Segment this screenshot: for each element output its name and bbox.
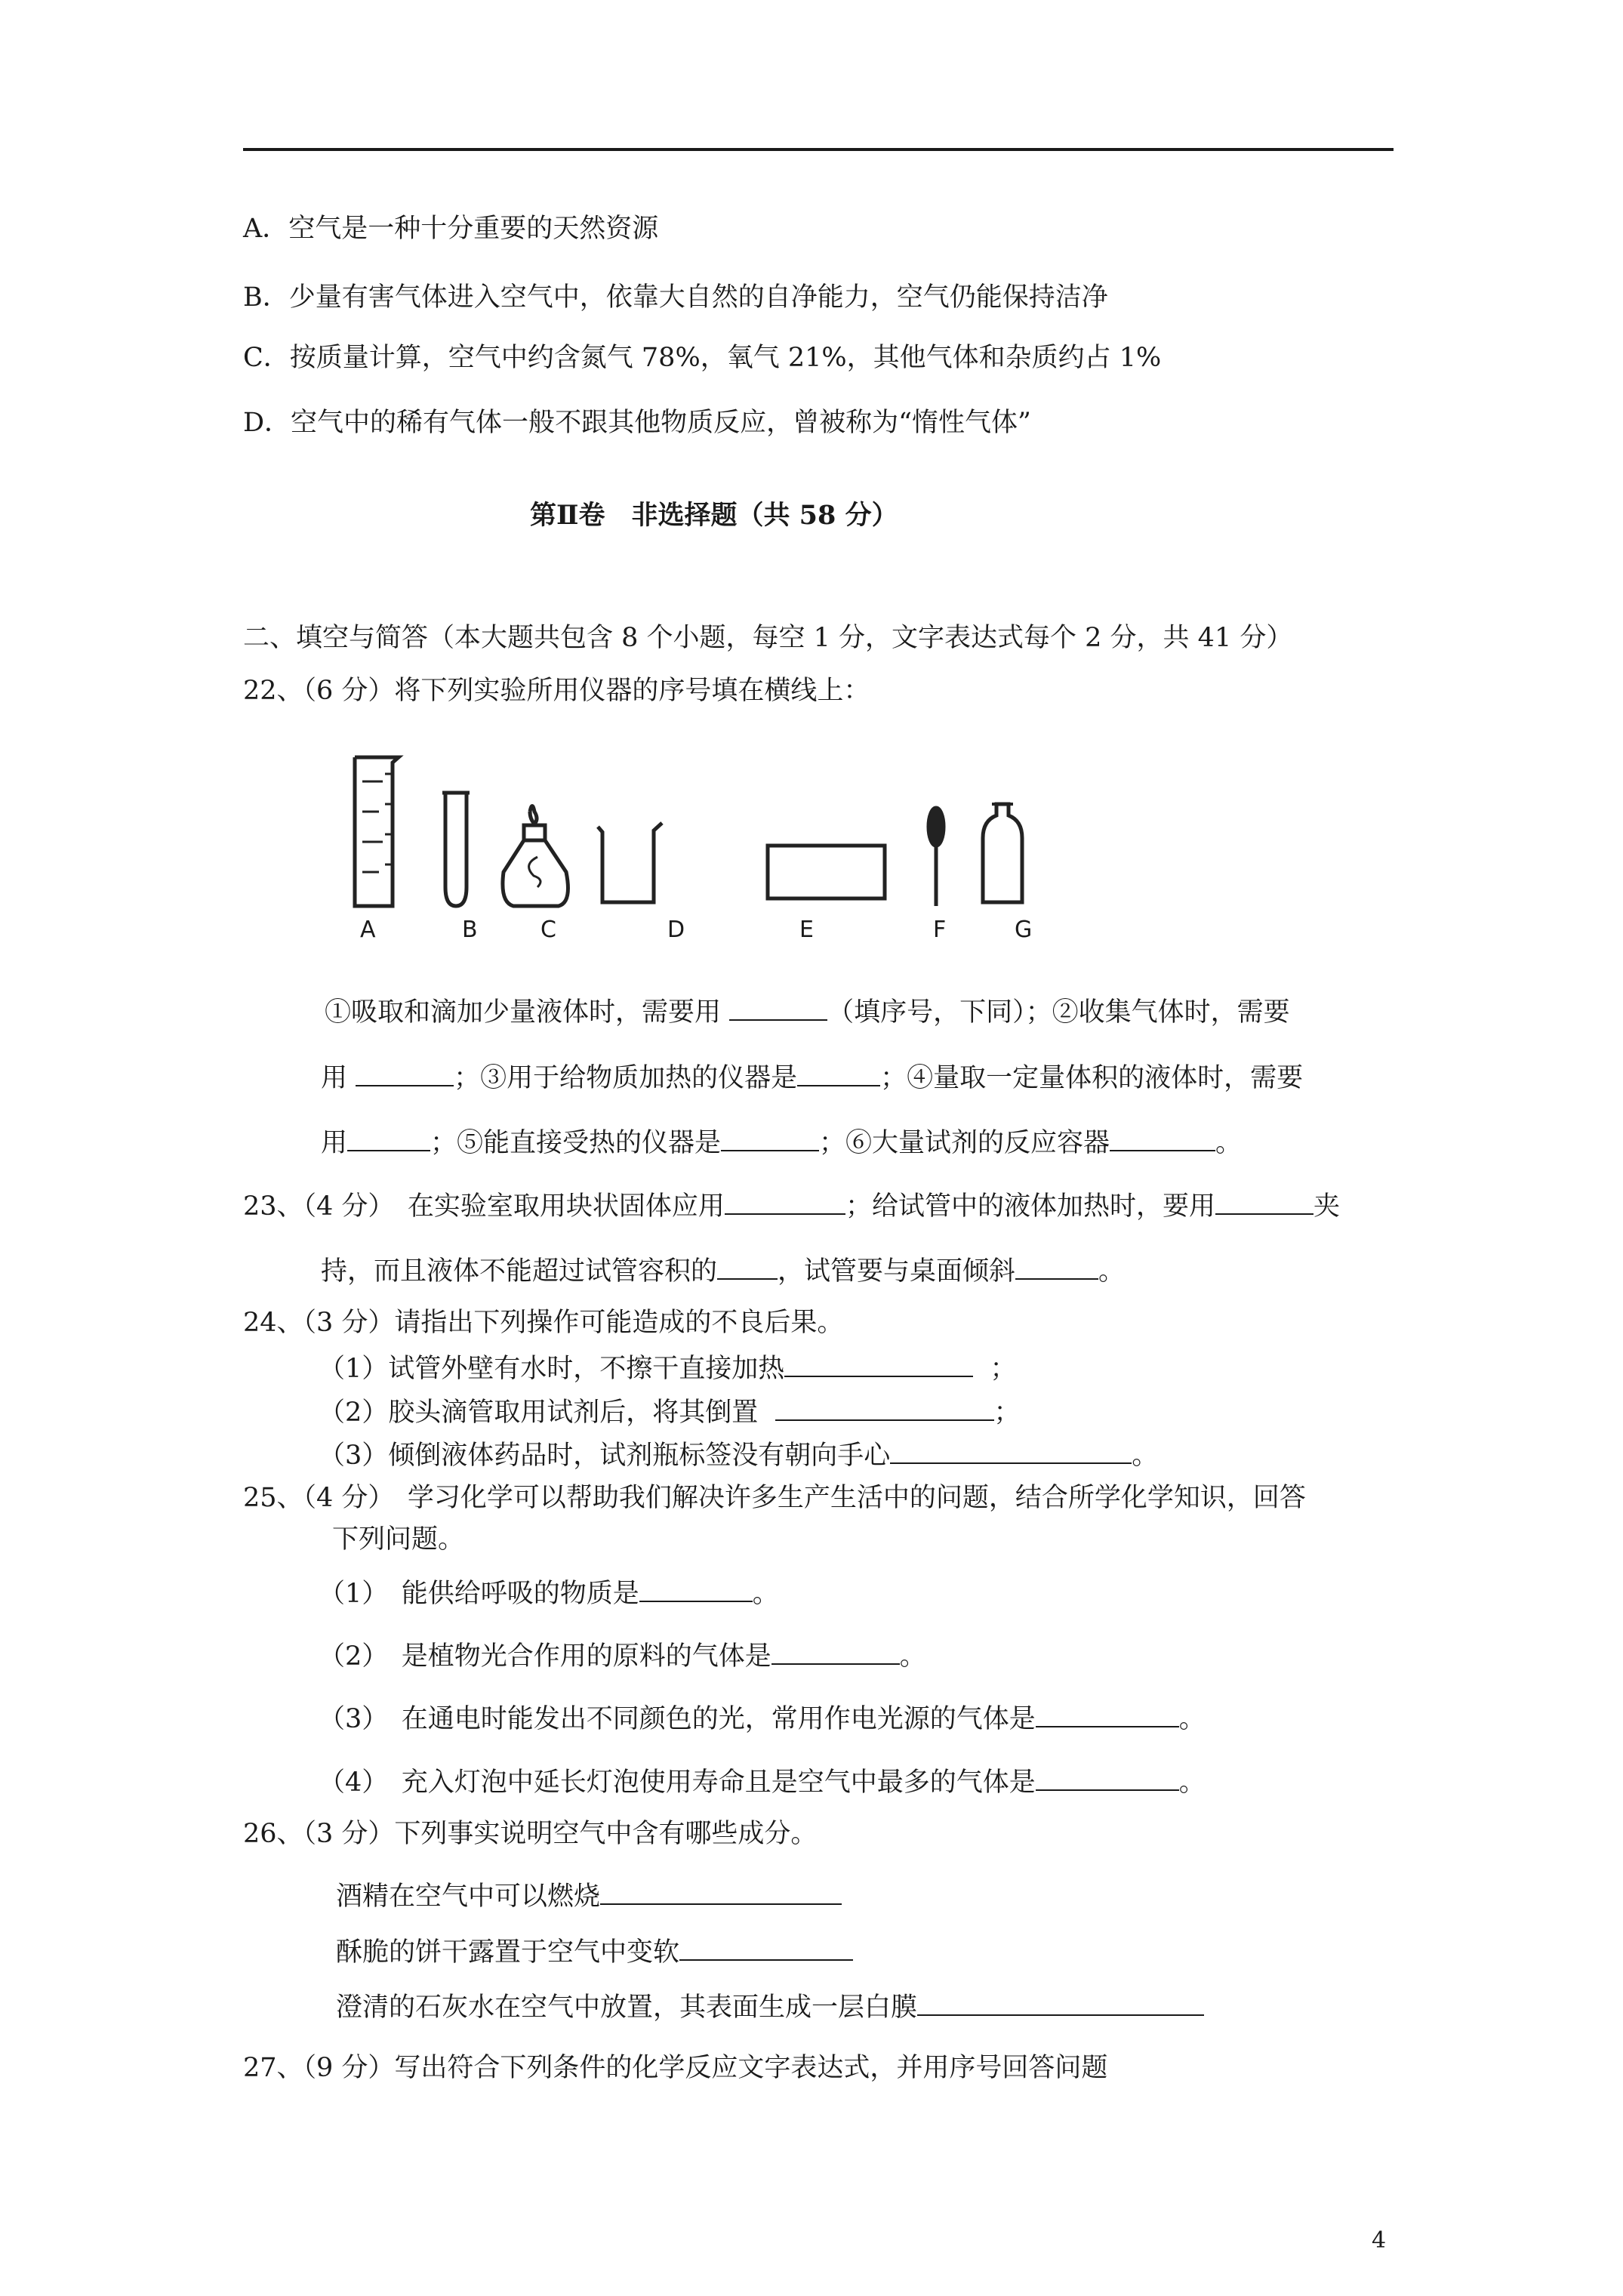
- page-number: 4: [1372, 2227, 1387, 2254]
- apparatus-label-a: A: [360, 917, 376, 943]
- answer-blank[interactable]: [679, 1938, 853, 1961]
- q24-stem: 24、（3 分）请指出下列操作可能造成的不良后果。: [243, 1308, 844, 1338]
- graduated-cylinder-icon: [355, 757, 399, 906]
- answer-blank[interactable]: [729, 998, 827, 1021]
- answer-blank[interactable]: [1015, 1257, 1098, 1280]
- answer-blank[interactable]: [1036, 1705, 1179, 1727]
- beaker-icon: [598, 823, 662, 902]
- answer-blank[interactable]: [784, 1354, 973, 1377]
- q26-item-2: 酥脆的饼干露置于空气中变软: [336, 1938, 853, 1966]
- q25-item-4: （4） 充入灯泡中延长灯泡使用寿命且是空气中最多的气体是 。: [319, 1767, 1206, 1798]
- test-tube-icon: [442, 793, 470, 906]
- option-a: A．空气是一种十分重要的天然资源: [243, 214, 659, 244]
- answer-blank[interactable]: [600, 1882, 842, 1905]
- answer-blank[interactable]: [890, 1441, 1132, 1464]
- q22-line-2: 用 ；③用于给物质加热的仪器是 ；④量取一定量体积的液体时，需要: [321, 1063, 1304, 1093]
- answer-blank[interactable]: [1215, 1192, 1313, 1215]
- q25-stem-1: 25、（4 分） 学习化学可以帮助我们解决许多生产生活中的问题，结合所学化学知识，回答: [243, 1483, 1306, 1513]
- answer-blank[interactable]: [771, 1642, 900, 1665]
- answer-blank[interactable]: [917, 1993, 1204, 2016]
- answer-blank[interactable]: [775, 1398, 994, 1421]
- answer-blank[interactable]: [639, 1579, 753, 1602]
- answer-blank[interactable]: [797, 1064, 880, 1086]
- answer-blank[interactable]: [721, 1129, 819, 1151]
- q23-line-1: 23、（4 分） 在实验室取用块状固体应用 ；给试管中的液体加热时，要用 夹: [243, 1191, 1340, 1222]
- q25-item-2: （2） 是植物光合作用的原料的气体是 。: [319, 1641, 926, 1672]
- answer-blank[interactable]: [1110, 1129, 1215, 1151]
- answer-blank[interactable]: [356, 1064, 454, 1086]
- q23-line-2: 持，而且液体不能超过试管容积的 ，试管要与桌面倾斜 。: [321, 1256, 1126, 1287]
- q24-item-1: （1）试管外壁有水时，不擦干直接加热 ；: [319, 1354, 1017, 1384]
- apparatus-label-d: D: [667, 917, 685, 943]
- header-rule: [243, 148, 1394, 151]
- answer-blank[interactable]: [717, 1257, 778, 1280]
- apparatus-label-g: G: [1015, 917, 1033, 943]
- answer-blank[interactable]: [1036, 1768, 1179, 1791]
- q25-stem-2: 下列问题。: [332, 1524, 465, 1555]
- option-c: C．按质量计算，空气中约含氮气 78%，氧气 21%，其他气体和杂质约占 1%: [243, 343, 1162, 373]
- q22-stem: 22、（6 分）将下列实验所用仪器的序号填在横线上：: [243, 676, 870, 706]
- q24-item-2: （2）胶头滴管取用试剂后，将其倒置 ；: [319, 1398, 1021, 1428]
- q26-item-3: 澄清的石灰水在空气中放置，其表面生成一层白膜: [336, 1993, 1204, 2021]
- answer-blank[interactable]: [347, 1129, 430, 1151]
- gas-jar-icon: [983, 804, 1022, 902]
- option-b: B．少量有害气体进入空气中，依靠大自然的自净能力，空气仍能保持洁净: [243, 282, 1108, 313]
- alcohol-lamp-icon: [503, 806, 568, 907]
- dropper-icon: [929, 808, 944, 906]
- apparatus-label-f: F: [933, 917, 947, 943]
- q25-item-1: （1） 能供给呼吸的物质是 。: [319, 1579, 779, 1609]
- trough-icon: [768, 846, 885, 898]
- lab-apparatus-figure: [349, 751, 1055, 955]
- apparatus-label-b: B: [462, 917, 478, 943]
- q27-stem: 27、（9 分）写出符合下列条件的化学反应文字表达式，并用序号回答问题: [243, 2053, 1108, 2083]
- q22-line-3: 用 ；⑤能直接受热的仪器是 ；⑥大量试剂的反应容器 。: [321, 1128, 1243, 1158]
- q26-item-1: 酒精在空气中可以燃烧: [336, 1882, 842, 1910]
- answer-blank[interactable]: [725, 1192, 845, 1215]
- q22-line-1: ①吸取和滴加少量液体时，需要用 （填序号，下同）；②收集气体时，需要: [325, 997, 1290, 1028]
- apparatus-label-c: C: [540, 917, 556, 943]
- apparatus-label-e: E: [799, 917, 814, 943]
- q24-item-3: （3）倾倒液体药品时，试剂瓶标签没有朝向手心 。: [319, 1441, 1159, 1471]
- section-title: 第Ⅱ卷 非选择题（共 58 分）: [530, 500, 898, 531]
- part-two-heading: 二、填空与简答（本大题共包含 8 个小题，每空 1 分，文字表达式每个 2 分，共 41 分）: [243, 623, 1293, 653]
- option-d: D．空气中的稀有气体一般不跟其他物质反应，曾被称为“惰性气体”: [243, 408, 1031, 438]
- q25-item-3: （3） 在通电时能发出不同颜色的光，常用作电光源的气体是 。: [319, 1704, 1206, 1734]
- q26-stem: 26、（3 分）下列事实说明空气中含有哪些成分。: [243, 1819, 818, 1849]
